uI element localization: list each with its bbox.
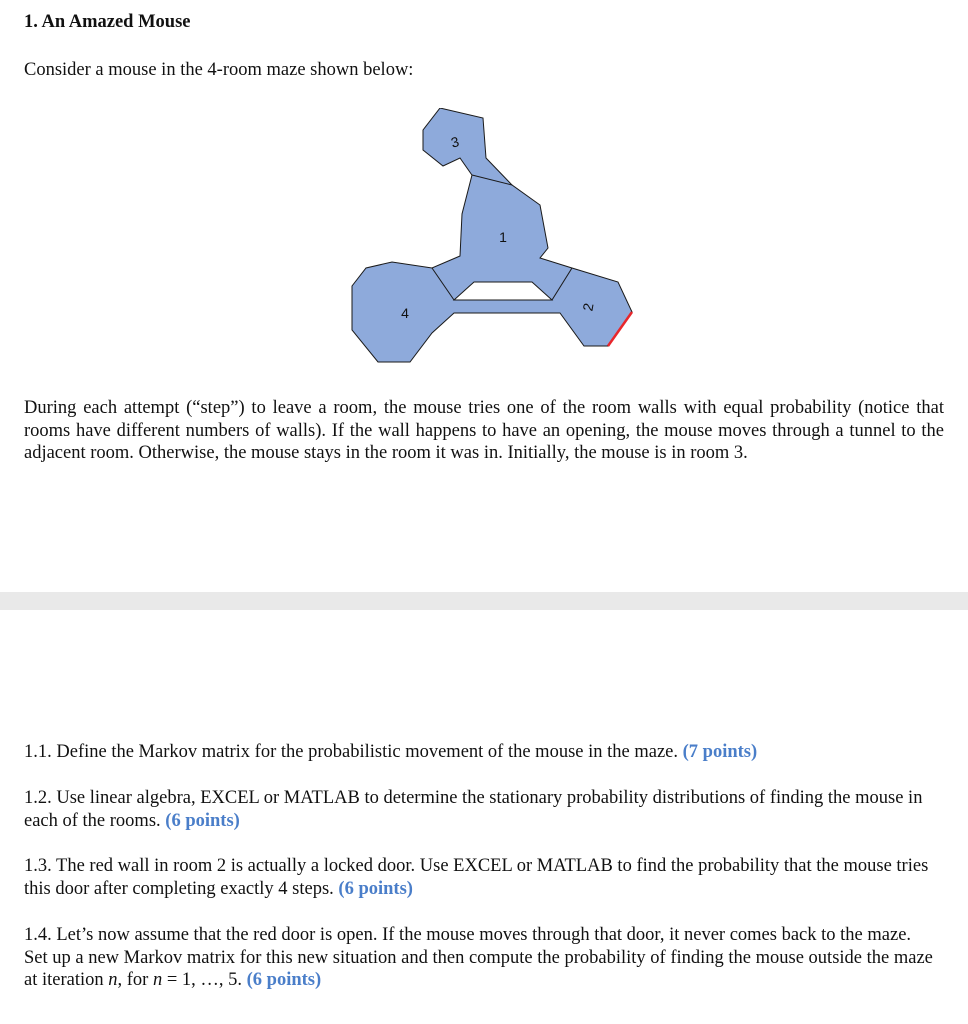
question-text: 1.3. The red wall in room 2 is actually a locked door. Use EXCEL or MATLAB to find the probability that the mouse tries this door after completing exactly 4 steps. bbox=[24, 856, 929, 899]
variable-n: n bbox=[152, 970, 163, 990]
question-1-1 bbox=[24, 741, 939, 764]
question-text: 1.1. Define the Markov matrix for the probabilistic movement of the mouse in the maze. bbox=[24, 742, 678, 762]
variable-n: n bbox=[108, 970, 118, 990]
problem-description: During each attempt (“step”) to leave a room, the mouse tries one of the room walls with equal probability (notice that rooms have different numbers of walls). If the wall happens to have an opening, the mouse moves through a tunnel to the adjacent room. Otherwise, the mouse stays in the room it was in. Initially, the mouse is in room 3. bbox=[24, 398, 944, 463]
room-label-2: 2 bbox=[579, 301, 597, 313]
room-1 bbox=[352, 175, 632, 362]
question-text: 1.2. Use linear algebra, EXCEL or MATLAB to determine the stationary probability distributions of finding the mouse in each of the rooms. bbox=[24, 788, 923, 831]
maze-diagram bbox=[348, 108, 640, 372]
question-text-a: 1.4. Let’s now assume that the red door is open. If the mouse moves through that door, it never comes back to the maze. Set up a new Markov matrix for this new situation and then compute the probability of finding the mouse outside the maze at iteration bbox=[24, 925, 933, 990]
question-1-3 bbox=[24, 855, 939, 900]
question-1-2 bbox=[24, 787, 939, 832]
room-label-3: 3 bbox=[449, 133, 461, 151]
points-badge: (7 points) bbox=[682, 742, 758, 762]
question-text-b: , for bbox=[117, 970, 153, 990]
question-1-4 bbox=[24, 924, 939, 992]
points-badge: (6 points) bbox=[165, 810, 240, 831]
problem-title: 1. An Amazed Mouse bbox=[24, 12, 191, 32]
problem-intro: Consider a mouse in the 4-room maze shown below: bbox=[24, 60, 414, 80]
page-separator bbox=[0, 592, 968, 610]
question-text-c: = 1, …, 5. bbox=[162, 970, 243, 990]
points-badge: (6 points) bbox=[338, 878, 413, 899]
room-label-4: 4 bbox=[401, 305, 409, 321]
points-badge: (6 points) bbox=[246, 970, 322, 990]
room-label-1: 1 bbox=[499, 229, 507, 245]
